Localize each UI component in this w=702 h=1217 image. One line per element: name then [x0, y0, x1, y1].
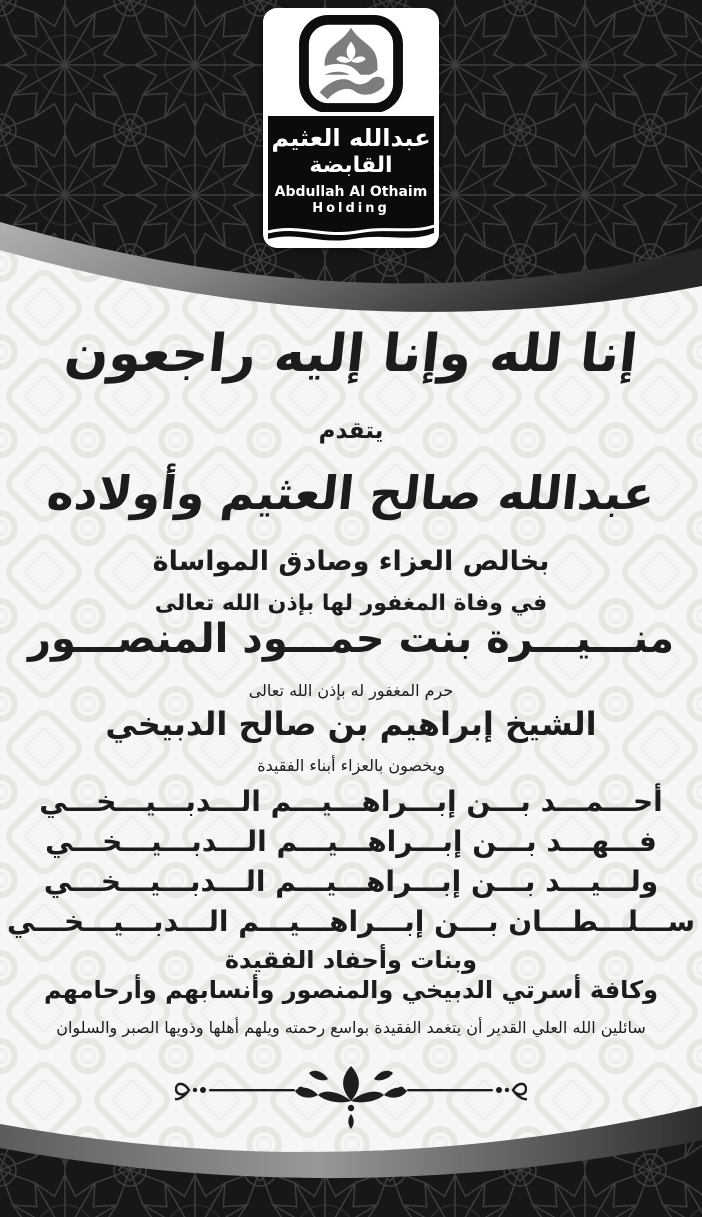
logo-card: [263, 8, 439, 248]
logo-wave-decoration-icon: [268, 222, 434, 248]
son-name: ســـلـــطـــان بـــن إبـــراهـــيـــم الـــدبـــيـــخـــي: [6, 905, 696, 938]
sons-intro-line: ويخصون بالعزاء أبناء الفقيدة: [257, 756, 445, 775]
sons-list: [0, 782, 702, 942]
relation-line: حرم المغفور له بإذن الله تعالى: [248, 681, 454, 700]
occasion-line: في وفاة المغفور لها بإذن الله تعالى: [154, 591, 548, 616]
logo-english-name: Abdullah Al Othaim: [274, 184, 428, 200]
presents-line: يتقدم: [318, 418, 384, 444]
logo-english-holding: Holding: [312, 201, 390, 216]
husband-name: الشيخ إبراهيم بن صالح الدبيخي: [105, 705, 597, 743]
families-line: وكافة أسرتي الدبيخي والمنصور وأنسابهم وأرحامهم: [43, 976, 659, 1004]
logo-text-panel: [268, 116, 434, 248]
istirja-calligraphy: إنا لله وإنا إليه راجعون: [61, 324, 641, 384]
deceased-name: منـــيـــرة بنت حمـــود المنصـــور: [27, 616, 675, 662]
prayer-line: سائلين الله العلي القدير أن يتغمد الفقيدة بواسع رحمته ويلهم أهلها وذويها الصبر والسلوان: [56, 1018, 646, 1037]
son-name: فـــهـــد بـــن إبـــراهـــيـــم الـــدبـــيـــخـــي: [45, 825, 657, 858]
logo-arabic-holding: القابضة: [309, 153, 393, 178]
floral-divider-icon: [175, 1060, 527, 1136]
son-name: أحـــمـــد بـــن إبـــراهـــيـــم الـــدبـــيـــخـــي: [39, 785, 663, 818]
logo-arabic-name: عبدالله العثيم: [271, 124, 431, 152]
presenter-calligraphy: عبدالله صالح العثيم وأولاده: [44, 466, 658, 520]
son-name: ولـــيـــد بـــن إبـــراهـــيـــم الـــدبـــيـــخـــي: [43, 865, 659, 898]
daughters-line: وبنات وأحفاد الفقيدة: [224, 946, 478, 974]
al-othaim-brand-mark-icon: [296, 14, 406, 112]
condolence-line: بخالص العزاء وصادق المواساة: [152, 546, 550, 577]
